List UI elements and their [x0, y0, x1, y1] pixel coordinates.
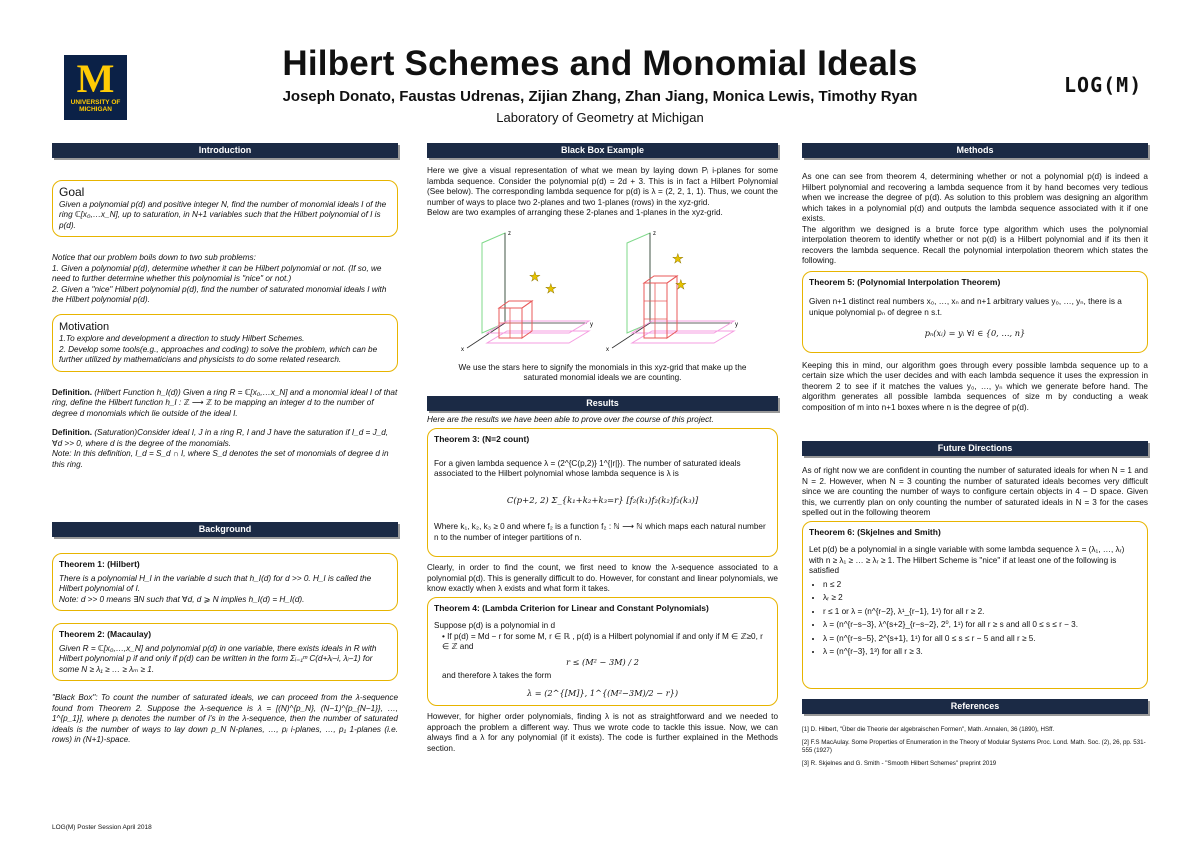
figure-caption: We use the stars here to signify the monomials in this xyz-grid that make up the saturated monomial ideals we are counting. — [458, 362, 747, 382]
theorem-1-note: Note: d >> 0 means ∃N such that ∀d, d ⩾ N implies h_I(d) = H_I(d). — [59, 594, 305, 604]
axis-x-label: x — [461, 346, 464, 353]
theorem-3-title: Theorem 3: (N=2 count) — [434, 434, 530, 444]
theorem-3-box — [427, 428, 778, 557]
star-icon: ★ — [529, 268, 541, 284]
motivation-2: 2. Develop some tools(e.g., approaches and coding) to solve the problem, which can be further utilized by mathematicians and physicists to do some related research. — [59, 344, 378, 364]
authors: Joseph Donato, Faustas Udrenas, Zijian Zhang, Zhan Jiang, Monica Lewis, Timothy Ryan — [282, 88, 918, 105]
theorem-1-box — [52, 553, 398, 611]
theorem-6-item: • λ = (n^{r−3}, 1³) for all r ≥ 3. — [823, 647, 1141, 658]
theorem-4-title: Theorem 4: (Lambda Criterion for Linear and Constant Polynomials) — [434, 602, 709, 613]
theorem-6-item: • λᵣ ≥ 2 — [823, 593, 1141, 604]
theorem-2-text: Given R = ℂ[x₀,…,x_N] and polynomial p(d) in one variable, there exists ideals in R with Hilbert polynomial p if and only if p(d) can be written in the form Σᵢ₌₁ᵐ C(d+λᵢ−i, λᵢ−1) for some N ≥ λ₁ ≥ … ≥ λₘ ≥ 1. — [59, 643, 377, 674]
theorem-3-text: For a given lambda sequence λ = (2^{C(p,2)} 1^{|r|}). The number of saturated ideals associated to the Hilbert polynomial whose lambda sequence is λ is — [434, 458, 741, 478]
footer: LOG(M) Poster Session April 2018 — [52, 824, 152, 831]
black-box-intro: Here we give a visual representation of what we mean by laying down Pᵢ i-planes for some lambda sequence. Consider the polynomial p(d) = 2d + 3. This is in fact a Hilbert Polynomial (See below). The corresponding lambda sequence for p(d) is λ = (2, 2, 1, 1). Thus, we count the number of ways to place two 2-planes and two 1-planes (rows) in the xyz-grid. — [427, 166, 778, 207]
theorem-6-item: • λ = (n^{r−s−3}, λ^{s+2}_{r−s−2}, 2⁰, 1¹) for all r ≥ s and all 0 ≤ s ≤ r − 3. — [823, 620, 1141, 631]
black-box-header: Black Box Example — [427, 143, 778, 158]
theorem-4-then: and therefore λ takes the form — [442, 671, 552, 680]
definition-hilbert-function — [52, 388, 398, 420]
methods-text-3: Keeping this in mind, our algorithm goes through every possible lambda sequence up to a certain size which the user decides and with each lambda sequence it uses the expression in theorem 2 to see if it matches the values y₀, …, yₙ which we generate before hand. The algorithm generates all possible lambda sequences of size m by conducting a weak composition of m into n+1 boxes where n is the degree of p(d). — [802, 360, 1148, 412]
theorem-4-bullet: • If p(d) = Md − r for some M, r ∈ ℝ , p(d) is a Hilbert polynomial if and only if M ∈ ℤ≥0, r ∈ ℤ and — [442, 631, 763, 651]
methods-header: Methods — [802, 143, 1148, 158]
goal-title: Goal — [59, 185, 85, 199]
theorem-3-formula: C(p+2, 2) Σ_{k₁+k₂+k₃=r} [f₂(k₁)f₂(k₂)f₂(k₃)] — [506, 495, 699, 506]
definition-note: Note: In this definition, I_d = S_d ∩ I, where S_d denotes the set of monomials of degree d in this ring. — [52, 449, 389, 469]
green-plane — [482, 233, 505, 333]
theorem-5-box — [802, 271, 1148, 353]
results-mid-text: Clearly, in order to find the count, we first need to know the λ-sequence associated to a polynomial p(d). This is generally difficult to do. However, for constant and linear polynomials, we know exactly when λ exists and what form it takes. — [427, 563, 778, 593]
theorem-3-after: Where k₁, k₂, k₃ ≥ 0 and where f₂ is a function f₂ : ℕ ⟶ ℕ which maps each natural number n to the number of integer partitions of n. — [434, 522, 766, 542]
theorem-6-text: Let p(d) be a polynomial in a single variable with some lambda sequence λ = (λ₁, …, λᵣ) with n ≥ λ₁ ≥ … ≥ λᵣ ≥ 1. The Hilbert Scheme is "nice" if at least one of the following is satisfied — [809, 545, 1125, 575]
subproblem-2: 2. Given a "nice" Hilbert polynomial p(d), find the number of saturated monomial ideals I with the Hilbert polynomial p(d). — [52, 284, 387, 304]
definition-label: Definition. — [52, 428, 93, 437]
column-left — [52, 143, 398, 746]
axis-z-label: z — [508, 230, 511, 237]
theorem-4-lambda: λ = (2^{[M]}, 1^{(M²−3M)/2 − r}) — [526, 687, 679, 698]
theorem-2-title: Theorem 2: (Macaulay) — [59, 629, 152, 639]
theorem-4-bullet-text: If p(d) = Md − r for some M, r ∈ ℝ , p(d) is a Hilbert polynomial if and only if M ∈ ℤ≥0, r ∈ ℤ and — [442, 631, 763, 651]
axis-x-label: x — [606, 346, 609, 353]
future-directions-header: Future Directions — [802, 441, 1148, 456]
motivation-1: 1.To explore and development a direction to study Hilbert Schemes. — [59, 334, 305, 343]
red-block — [499, 301, 532, 308]
definition-text: (Hilbert Function h_I(d)) Given a ring R = ℂ[x₀,…x_N] and a monomial ideal I of that ring, define the Hilbert function h_I : ℤ ⟶ ℤ to be mapping an integer d to the number of degree d monomials which lie outside of the ideal I. — [52, 387, 398, 418]
logo-text-1: UNIVERSITY OF — [70, 99, 121, 106]
results-intro: Here are the results we have been able to prove over the course of this project. — [427, 414, 714, 424]
red-block — [644, 276, 677, 283]
methods-text-2: The algorithm we designed is a brute force type algorithm which uses the polynomial interpolation theorem to identify whether or not p(d) is a Hilbert polynomial and if its then it recovers the lambda sequence. Recall the polynomial interpolation theorem which states the following. — [802, 224, 1148, 265]
logo-text-2: MICHIGAN — [79, 106, 112, 113]
theorem-6-item: • λ = (n^{r−s−5}, 2^{s+1}, 1¹) for all 0 ≤ s ≤ r − 5 and all r ≥ 5. — [823, 634, 1141, 645]
column-right — [802, 143, 1148, 768]
black-box-text: "Black Box": To count the number of saturated ideals, we can proceed from the λ-sequence found from Theorem 2. Suppose the λ-sequence is λ = [(N)^{p_N}, (N−1)^{p_{N−1}}, …, 1^{p_1}], where pᵢ denotes the number of i's in the λ-sequence, then the number of saturated ideals is the number of ways to lay down p_N N-planes, …, pᵢ i-planes, …, p₁ 1-planes (i.e. rows) in (N+1)-space. — [52, 693, 398, 744]
theorem-6-list — [809, 580, 1141, 658]
axis-z-label: z — [653, 230, 656, 237]
reference-item: [2] F.S MacAulay. Some Properties of Enumeration in the Theory of Modular Systems Proc. Lond. Math. Soc. (2), 26, pp. 531-555 (1927) — [802, 738, 1146, 754]
references-header: References — [802, 699, 1148, 714]
red-block — [644, 283, 667, 338]
column-middle — [427, 143, 778, 754]
introduction-header: Introduction — [52, 143, 398, 158]
motivation-title: Motivation — [59, 320, 110, 333]
grid-example-1 — [461, 231, 593, 353]
definition-saturation — [52, 428, 398, 449]
theorem-4-intro: Suppose p(d) is a polynomial in d — [434, 621, 556, 630]
theorem-6-title: Theorem 6: (Skjelnes and Smith) — [809, 526, 941, 537]
results-end-text: However, for higher order polynomials, finding λ is not as straightforward and we needed to approach the problem a different way. Thus we wrote code to tackle this issue. Now, we can always find a λ for any polynomial (if it exists). The code is further explained in the Methods section. — [427, 712, 778, 753]
theorem-5-title: Theorem 5: (Polynomial Interpolation Theorem) — [809, 276, 1001, 287]
star-icon: ★ — [675, 276, 687, 292]
logo-letter: M — [76, 56, 115, 101]
reference-item: [1] D. Hilbert, "Über die Theorie der algebraischen Formen", Math. Annalen, 36 (1890), HSff. — [802, 725, 1055, 733]
goal-text: Given a polynomial p(d) and positive integer N, find the number of monomial ideals I of the ring ℂ[x₀,…x_N], up to saturation, in N+1 variables such that the Hilbert polynomial of I is p(d). — [59, 199, 387, 230]
notice-text: Notice that our problem boils down to two sub problems: — [52, 253, 256, 262]
subproblem-1: 1. Given a polynomial p(d), determine whether it can be Hilbert polynomial or not. (If so, we need to further determine whether this polynomial is "nice" or not.) — [52, 263, 382, 283]
axis-y-label: y — [735, 321, 738, 328]
axis-y-label: y — [590, 321, 593, 328]
future-text: As of right now we are confident in counting the number of saturated ideals for when N = 1 and N = 2. However, when N = 3 counting the number of saturated ideals becomes very difficult since we are counting the number of ways to configure certain objects in 4 − D space. Given this, we currently plan on only counting the number of saturated ideals in N = 3 for the cases spelled out in the following theorem — [802, 466, 1148, 517]
xyz-grid-figure — [427, 223, 778, 363]
goal-box — [52, 180, 398, 237]
motivation-box — [52, 314, 398, 372]
results-header: Results — [427, 396, 778, 411]
definition-label: Definition. — [52, 387, 93, 397]
reference-item: [3] R. Skjelnes and G. Smith - "Smooth Hilbert Schemes" preprint 2019 — [802, 759, 997, 767]
theorem-1-text: There is a polynomial H_I in the variable d such that h_I(d) for d >> 0. H_I is called the Hilbert polynomial of I. — [59, 573, 372, 593]
poster-title: Hilbert Schemes and Monomial Ideals — [282, 44, 918, 83]
grid-example-2 — [606, 231, 738, 353]
theorem-6-box — [802, 521, 1148, 689]
definition-text: (Saturation)Consider ideal I, J in a ring R, I and J have the saturation if I_d = J_d, ∀d >> 0, where d is the degree of the monomials. — [52, 428, 389, 448]
theorem-6-item: • r ≤ 1 or λ = (n^{r−2}, λ¹_{r−1}, 1¹) for all r ≥ 2. — [823, 607, 1141, 618]
reference-list — [802, 726, 1148, 768]
theorem-5-text: Given n+1 distinct real numbers x₀, …, xₙ and n+1 arbitrary values y₀, …, yₙ, there is a unique polynomial pₙ of degree n s.t. — [809, 297, 1122, 317]
theorem-2-box — [52, 623, 398, 681]
theorem-4-inequality: r ≤ (M² − 3M) / 2 — [566, 656, 639, 667]
theorem-4-box — [427, 597, 778, 707]
star-icon: ★ — [545, 280, 557, 296]
background-header: Background — [52, 522, 398, 537]
methods-text-1: As one can see from theorem 4, determining whether or not a polynomial p(d) is indeed a Hilbert polynomial and recovering a lambda sequence from it by hand becomes very tedious when we increase the degree of p(d). As solution to this problem was designing an algorithm which takes in a polynomial p(d) and outputs the lambda sequence associated with it if one exists. — [802, 172, 1148, 223]
logm-logo: LOG(M) — [1064, 73, 1143, 97]
black-box-intro-2: Below are two examples of arranging these 2-planes and 1-planes in the xyz-grid. — [427, 208, 723, 217]
theorem-5-formula: pₙ(xᵢ) = yᵢ ∀i ∈ {0, …, n} — [924, 328, 1026, 338]
theorem-6-item: • n ≤ 2 — [823, 580, 1141, 591]
lab-name: Laboratory of Geometry at Michigan — [496, 110, 704, 125]
star-icon: ★ — [672, 250, 684, 266]
theorem-1-title: Theorem 1: (Hilbert) — [59, 559, 140, 569]
